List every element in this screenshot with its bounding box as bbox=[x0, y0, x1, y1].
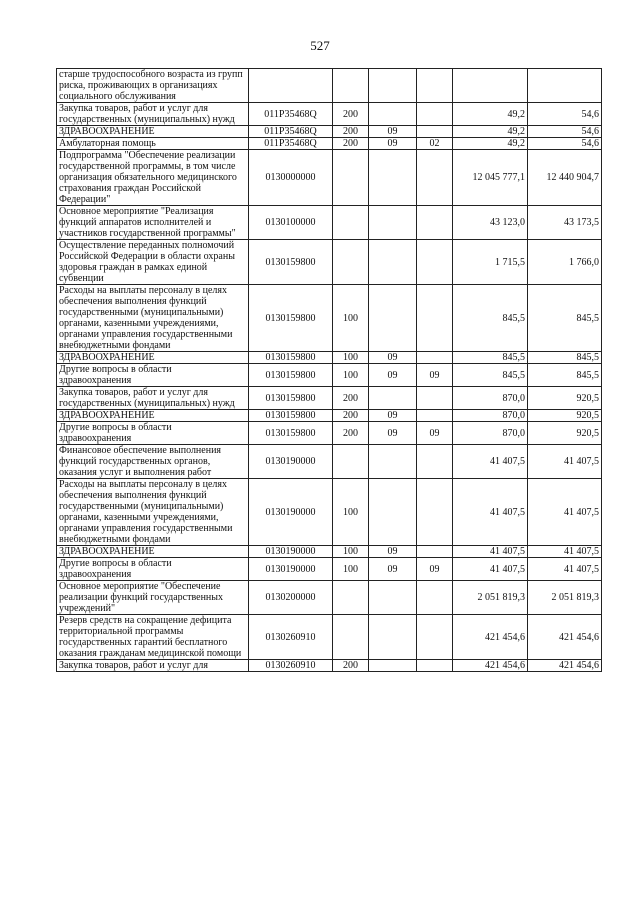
target-article-cell: 0130260910 bbox=[249, 615, 333, 660]
amount-year1-cell: 870,0 bbox=[453, 387, 528, 410]
subsection-cell bbox=[417, 285, 453, 352]
expense-type-cell: 200 bbox=[333, 410, 369, 422]
expense-name-cell: Другие вопросы в области здравоохранения bbox=[57, 422, 249, 445]
target-article-cell: 0130159800 bbox=[249, 352, 333, 364]
expense-name-cell: Основное мероприятие "Обеспечение реализации функций государственных учреждений" bbox=[57, 581, 249, 615]
expense-name-cell: Осуществление переданных полномочий Российской Федерации в области охраны здоровья граждан в рамках единой субвенции bbox=[57, 240, 249, 285]
table-row bbox=[57, 206, 602, 240]
expense-name-cell: Основное мероприятие "Реализация функций аппаратов исполнителей и участников государственной программы" bbox=[57, 206, 249, 240]
subsection-cell bbox=[417, 660, 453, 672]
expense-type-cell bbox=[333, 206, 369, 240]
table-row bbox=[57, 352, 602, 364]
subsection-cell: 09 bbox=[417, 558, 453, 581]
target-article-cell: 0130159800 bbox=[249, 410, 333, 422]
amount-year2-cell: 2 051 819,3 bbox=[528, 581, 602, 615]
amount-year2-cell: 54,6 bbox=[528, 138, 602, 150]
expense-type-cell bbox=[333, 581, 369, 615]
section-cell bbox=[369, 150, 417, 206]
target-article-cell: 0130159800 bbox=[249, 364, 333, 387]
section-cell bbox=[369, 581, 417, 615]
section-cell bbox=[369, 240, 417, 285]
expense-name-cell: ЗДРАВООХРАНЕНИЕ bbox=[57, 352, 249, 364]
section-cell bbox=[369, 69, 417, 103]
amount-year2-cell: 54,6 bbox=[528, 103, 602, 126]
subsection-cell bbox=[417, 387, 453, 410]
amount-year2-cell: 41 407,5 bbox=[528, 546, 602, 558]
amount-year1-cell: 43 123,0 bbox=[453, 206, 528, 240]
expense-name-cell: старше трудоспособного возраста из групп риска, проживающих в организациях социального обслуживания bbox=[57, 69, 249, 103]
amount-year1-cell: 49,2 bbox=[453, 138, 528, 150]
subsection-cell: 09 bbox=[417, 364, 453, 387]
target-article-cell: 0130190000 bbox=[249, 558, 333, 581]
section-cell: 09 bbox=[369, 138, 417, 150]
table-row bbox=[57, 364, 602, 387]
page-number: 527 bbox=[310, 38, 330, 53]
amount-year2-cell: 43 173,5 bbox=[528, 206, 602, 240]
target-article-cell: 0130000000 bbox=[249, 150, 333, 206]
expense-type-cell: 100 bbox=[333, 364, 369, 387]
expense-type-cell: 100 bbox=[333, 479, 369, 546]
expense-type-cell: 200 bbox=[333, 103, 369, 126]
expense-name-cell: Другие вопросы в области здравоохранения bbox=[57, 364, 249, 387]
section-cell bbox=[369, 660, 417, 672]
expense-name-cell: Закупка товаров, работ и услуг для bbox=[57, 660, 249, 672]
target-article-cell: 0130190000 bbox=[249, 445, 333, 479]
amount-year2-cell bbox=[528, 69, 602, 103]
amount-year2-cell: 41 407,5 bbox=[528, 558, 602, 581]
table-row bbox=[57, 546, 602, 558]
amount-year2-cell: 845,5 bbox=[528, 285, 602, 352]
expense-type-cell: 100 bbox=[333, 546, 369, 558]
expense-type-cell bbox=[333, 615, 369, 660]
expense-name-cell: Амбулаторная помощь bbox=[57, 138, 249, 150]
target-article-cell: 011P35468Q bbox=[249, 138, 333, 150]
amount-year1-cell: 49,2 bbox=[453, 126, 528, 138]
section-cell: 09 bbox=[369, 546, 417, 558]
target-article-cell: 011P35468Q bbox=[249, 103, 333, 126]
amount-year1-cell: 845,5 bbox=[453, 364, 528, 387]
amount-year2-cell: 41 407,5 bbox=[528, 445, 602, 479]
amount-year1-cell: 49,2 bbox=[453, 103, 528, 126]
amount-year1-cell: 421 454,6 bbox=[453, 660, 528, 672]
budget-table bbox=[56, 68, 602, 672]
expense-name-cell: Закупка товаров, работ и услуг для государственных (муниципальных) нужд bbox=[57, 103, 249, 126]
subsection-cell bbox=[417, 206, 453, 240]
amount-year1-cell bbox=[453, 69, 528, 103]
target-article-cell: 0130200000 bbox=[249, 581, 333, 615]
expense-type-cell: 200 bbox=[333, 660, 369, 672]
expense-name-cell: Подпрограмма "Обеспечение реализации государственной программы, в том числе организация обязательного медицинского страхования граждан Российской Федерации" bbox=[57, 150, 249, 206]
subsection-cell bbox=[417, 410, 453, 422]
expense-name-cell: Расходы на выплаты персоналу в целях обеспечения выполнения функций государственными (муниципальными) органами, казенными учреждениями, органами управления государственными внебюджетными фондами bbox=[57, 479, 249, 546]
expense-name-cell: Закупка товаров, работ и услуг для государственных (муниципальных) нужд bbox=[57, 387, 249, 410]
table-row bbox=[57, 150, 602, 206]
expense-type-cell: 200 bbox=[333, 387, 369, 410]
section-cell bbox=[369, 479, 417, 546]
expense-type-cell bbox=[333, 445, 369, 479]
amount-year2-cell: 920,5 bbox=[528, 410, 602, 422]
table-row bbox=[57, 138, 602, 150]
expense-name-cell: Другие вопросы в области здравоохранения bbox=[57, 558, 249, 581]
section-cell: 09 bbox=[369, 410, 417, 422]
section-cell: 09 bbox=[369, 558, 417, 581]
subsection-cell bbox=[417, 581, 453, 615]
expense-name-cell: Расходы на выплаты персоналу в целях обеспечения выполнения функций государственными (муниципальными) органами, казенными учреждениями, органами управления государственными внебюджетными фондами bbox=[57, 285, 249, 352]
amount-year1-cell: 41 407,5 bbox=[453, 479, 528, 546]
target-article-cell: 011P35468Q bbox=[249, 126, 333, 138]
section-cell bbox=[369, 285, 417, 352]
subsection-cell bbox=[417, 103, 453, 126]
table-row bbox=[57, 558, 602, 581]
subsection-cell bbox=[417, 126, 453, 138]
subsection-cell bbox=[417, 69, 453, 103]
amount-year2-cell: 54,6 bbox=[528, 126, 602, 138]
target-article-cell: 0130159800 bbox=[249, 387, 333, 410]
section-cell: 09 bbox=[369, 364, 417, 387]
amount-year1-cell: 41 407,5 bbox=[453, 546, 528, 558]
subsection-cell bbox=[417, 615, 453, 660]
target-article-cell: 0130100000 bbox=[249, 206, 333, 240]
subsection-cell bbox=[417, 445, 453, 479]
section-cell: 09 bbox=[369, 352, 417, 364]
target-article-cell: 0130159800 bbox=[249, 422, 333, 445]
target-article-cell: 0130190000 bbox=[249, 479, 333, 546]
subsection-cell bbox=[417, 479, 453, 546]
amount-year1-cell: 41 407,5 bbox=[453, 558, 528, 581]
amount-year2-cell: 920,5 bbox=[528, 422, 602, 445]
subsection-cell: 02 bbox=[417, 138, 453, 150]
table-row bbox=[57, 422, 602, 445]
amount-year2-cell: 41 407,5 bbox=[528, 479, 602, 546]
expense-name-cell: Резерв средств на сокращение дефицита территориальной программы государственных гарантий бесплатного оказания гражданам медицинской помощи bbox=[57, 615, 249, 660]
amount-year2-cell: 845,5 bbox=[528, 352, 602, 364]
expense-type-cell: 200 bbox=[333, 138, 369, 150]
target-article-cell: 0130159800 bbox=[249, 285, 333, 352]
subsection-cell bbox=[417, 240, 453, 285]
expense-name-cell: ЗДРАВООХРАНЕНИЕ bbox=[57, 546, 249, 558]
table-row bbox=[57, 660, 602, 672]
subsection-cell bbox=[417, 352, 453, 364]
amount-year1-cell: 1 715,5 bbox=[453, 240, 528, 285]
amount-year2-cell: 12 440 904,7 bbox=[528, 150, 602, 206]
amount-year1-cell: 870,0 bbox=[453, 410, 528, 422]
section-cell bbox=[369, 103, 417, 126]
amount-year1-cell: 421 454,6 bbox=[453, 615, 528, 660]
table-row bbox=[57, 240, 602, 285]
target-article-cell bbox=[249, 69, 333, 103]
expense-type-cell: 100 bbox=[333, 352, 369, 364]
table-row bbox=[57, 445, 602, 479]
amount-year2-cell: 845,5 bbox=[528, 364, 602, 387]
table-row bbox=[57, 69, 602, 103]
amount-year1-cell: 12 045 777,1 bbox=[453, 150, 528, 206]
expense-type-cell: 200 bbox=[333, 126, 369, 138]
section-cell bbox=[369, 615, 417, 660]
amount-year2-cell: 421 454,6 bbox=[528, 660, 602, 672]
expense-name-cell: Финансовое обеспечение выполнения функций государственных органов, оказания услуг и выполнения работ bbox=[57, 445, 249, 479]
section-cell bbox=[369, 387, 417, 410]
table-row bbox=[57, 285, 602, 352]
subsection-cell bbox=[417, 546, 453, 558]
target-article-cell: 0130190000 bbox=[249, 546, 333, 558]
expense-type-cell: 200 bbox=[333, 422, 369, 445]
target-article-cell: 0130159800 bbox=[249, 240, 333, 285]
amount-year2-cell: 1 766,0 bbox=[528, 240, 602, 285]
expense-type-cell bbox=[333, 150, 369, 206]
target-article-cell: 0130260910 bbox=[249, 660, 333, 672]
expense-name-cell: ЗДРАВООХРАНЕНИЕ bbox=[57, 126, 249, 138]
section-cell: 09 bbox=[369, 126, 417, 138]
table-row bbox=[57, 410, 602, 422]
table-row bbox=[57, 615, 602, 660]
amount-year1-cell: 2 051 819,3 bbox=[453, 581, 528, 615]
expense-type-cell: 100 bbox=[333, 558, 369, 581]
expense-type-cell: 100 bbox=[333, 285, 369, 352]
table-row bbox=[57, 479, 602, 546]
table-row bbox=[57, 126, 602, 138]
table-row bbox=[57, 103, 602, 126]
expense-type-cell bbox=[333, 69, 369, 103]
expense-type-cell bbox=[333, 240, 369, 285]
section-cell: 09 bbox=[369, 422, 417, 445]
amount-year1-cell: 870,0 bbox=[453, 422, 528, 445]
amount-year1-cell: 41 407,5 bbox=[453, 445, 528, 479]
amount-year1-cell: 845,5 bbox=[453, 285, 528, 352]
expense-name-cell: ЗДРАВООХРАНЕНИЕ bbox=[57, 410, 249, 422]
table-row bbox=[57, 387, 602, 410]
table-row bbox=[57, 581, 602, 615]
amount-year2-cell: 920,5 bbox=[528, 387, 602, 410]
amount-year1-cell: 845,5 bbox=[453, 352, 528, 364]
subsection-cell: 09 bbox=[417, 422, 453, 445]
amount-year2-cell: 421 454,6 bbox=[528, 615, 602, 660]
section-cell bbox=[369, 206, 417, 240]
subsection-cell bbox=[417, 150, 453, 206]
section-cell bbox=[369, 445, 417, 479]
